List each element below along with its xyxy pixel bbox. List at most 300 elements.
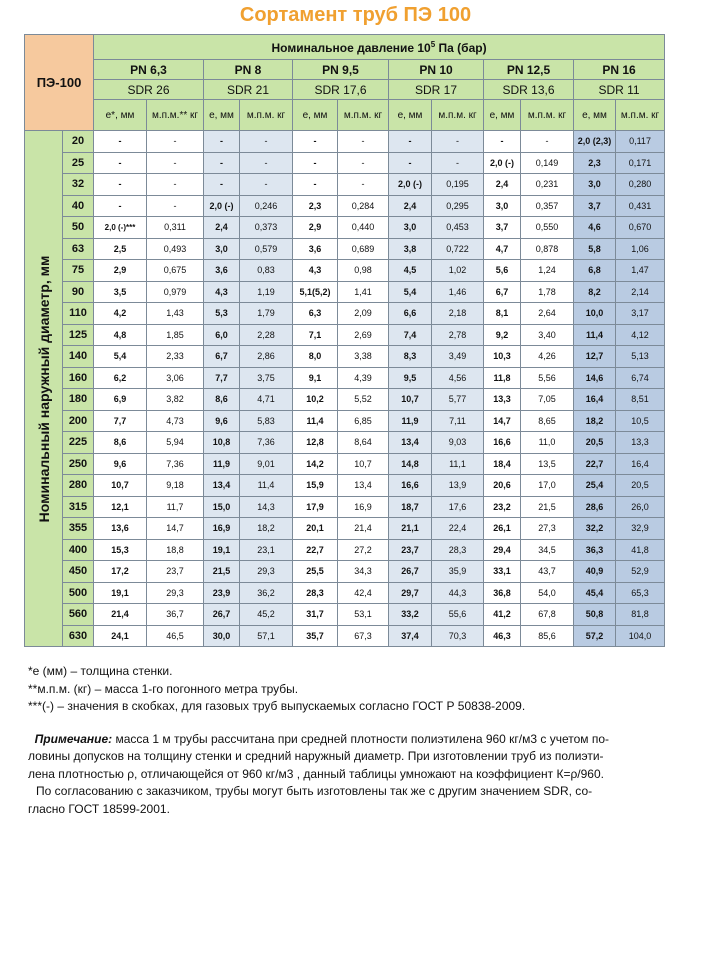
pressure-exponent: 5 [430, 39, 436, 49]
wall-thickness-cell: 3,5 [94, 281, 147, 303]
mass-cell: 0,149 [521, 152, 574, 174]
mass-cell: 2,64 [521, 303, 574, 325]
wall-thickness-cell: 21,4 [94, 604, 147, 626]
mass-cell: 34,3 [338, 561, 389, 583]
wall-thickness-cell: 26,7 [204, 604, 240, 626]
wall-thickness-cell: 3,7 [574, 195, 616, 217]
mass-cell: 53,1 [338, 604, 389, 626]
wall-thickness-cell: 10,7 [389, 389, 432, 411]
table-row [25, 217, 665, 239]
wall-thickness-cell: 14,6 [574, 367, 616, 389]
wall-thickness-cell: 5,6 [484, 260, 521, 282]
wall-thickness-cell: 6,9 [94, 389, 147, 411]
mass-cell: 0,440 [338, 217, 389, 239]
mass-cell: 0,98 [338, 260, 389, 282]
mass-cell: 14,7 [147, 518, 204, 540]
mass-cell: 27,2 [338, 539, 389, 561]
mass-cell: 23,7 [147, 561, 204, 583]
mass-header: м.п.м. кг [521, 100, 574, 131]
mass-cell: 46,5 [147, 625, 204, 647]
mass-cell: 4,73 [147, 410, 204, 432]
table-row [25, 346, 665, 368]
table-row [25, 432, 665, 454]
pn-header: PN 6,3 [94, 60, 204, 80]
wall-thickness-cell: 31,7 [293, 604, 338, 626]
wall-thickness-cell: - [204, 131, 240, 153]
wall-thickness-cell: - [293, 174, 338, 196]
mass-cell: 85,6 [521, 625, 574, 647]
wall-thickness-cell: 5,3 [204, 303, 240, 325]
mass-cell: 0,295 [432, 195, 484, 217]
diameter-cell: 280 [63, 475, 94, 497]
mass-cell: - [338, 131, 389, 153]
mass-cell: 1,43 [147, 303, 204, 325]
wall-thickness-cell: 16,6 [389, 475, 432, 497]
mass-cell: - [147, 195, 204, 217]
wall-thickness-cell: - [204, 152, 240, 174]
wall-thickness-cell: 10,8 [204, 432, 240, 454]
wall-thickness-cell: 17,2 [94, 561, 147, 583]
mass-cell: 17,0 [521, 475, 574, 497]
mass-cell: 8,64 [338, 432, 389, 454]
diameter-cell: 40 [63, 195, 94, 217]
table-row [25, 518, 665, 540]
mass-cell: 6,85 [338, 410, 389, 432]
table-row [25, 131, 665, 153]
pn-header: PN 12,5 [484, 60, 574, 80]
mass-header: м.п.м. кг [616, 100, 665, 131]
mass-cell: 0,453 [432, 217, 484, 239]
diameter-cell: 180 [63, 389, 94, 411]
wall-thickness-cell: 26,7 [389, 561, 432, 583]
table-row [25, 174, 665, 196]
wall-thickness-cell: - [94, 152, 147, 174]
mass-cell: 0,231 [521, 174, 574, 196]
wall-thickness-header: е, мм [389, 100, 432, 131]
table-row [25, 582, 665, 604]
wall-thickness-header: е, мм [293, 100, 338, 131]
wall-thickness-cell: 6,6 [389, 303, 432, 325]
mass-cell: 1,85 [147, 324, 204, 346]
wall-thickness-cell: 4,3 [293, 260, 338, 282]
mass-cell: 11,1 [432, 453, 484, 475]
table-row [25, 152, 665, 174]
wall-thickness-cell: 28,6 [574, 496, 616, 518]
diameter-cell: 90 [63, 281, 94, 303]
wall-thickness-cell: 2,0 (-) [204, 195, 240, 217]
footnote-mass: **м.п.м. (кг) – масса 1-го погонного метра трубы. [28, 681, 299, 696]
mass-cell: 3,38 [338, 346, 389, 368]
wall-thickness-cell: 2,4 [389, 195, 432, 217]
mass-cell: 2,78 [432, 324, 484, 346]
mass-cell: 16,4 [616, 453, 665, 475]
mass-cell: 0,357 [521, 195, 574, 217]
wall-thickness-cell: - [293, 152, 338, 174]
diameter-cell: 630 [63, 625, 94, 647]
wall-thickness-cell: 30,0 [204, 625, 240, 647]
mass-cell: 35,9 [432, 561, 484, 583]
mass-cell: 2,09 [338, 303, 389, 325]
wall-thickness-cell: 22,7 [293, 539, 338, 561]
mass-cell: 104,0 [616, 625, 665, 647]
wall-thickness-header: е*, мм [94, 100, 147, 131]
wall-thickness-cell: 35,7 [293, 625, 338, 647]
wall-thickness-cell: 6,7 [204, 346, 240, 368]
wall-thickness-cell: 4,5 [389, 260, 432, 282]
footnote-wall: *е (мм) – толщина стенки. [28, 664, 173, 678]
table-row [25, 281, 665, 303]
table-row [25, 453, 665, 475]
mass-cell: 0,280 [616, 174, 665, 196]
mass-cell: 1,41 [338, 281, 389, 303]
wall-thickness-cell: 13,4 [204, 475, 240, 497]
mass-cell: 13,5 [521, 453, 574, 475]
table-row [25, 303, 665, 325]
mass-cell: 14,3 [240, 496, 293, 518]
mass-cell: 13,3 [616, 432, 665, 454]
remark-line-4: По согласованию с заказчиком, трубы могут быть изготовлены так же с другим значением SDR, со- [36, 784, 593, 798]
mass-cell: - [240, 131, 293, 153]
wall-thickness-cell: 3,6 [204, 260, 240, 282]
wall-thickness-cell: 8,6 [204, 389, 240, 411]
wall-thickness-cell: 5,4 [94, 346, 147, 368]
mass-cell: 44,3 [432, 582, 484, 604]
wall-thickness-cell: 45,4 [574, 582, 616, 604]
remark-line-1 [28, 731, 668, 749]
wall-thickness-cell: - [484, 131, 521, 153]
mass-cell: 7,36 [147, 453, 204, 475]
mass-cell: 4,56 [432, 367, 484, 389]
mass-cell: - [147, 152, 204, 174]
mass-cell: 7,11 [432, 410, 484, 432]
pressure-unit: Па (бар) [435, 40, 487, 55]
table-row [25, 604, 665, 626]
wall-thickness-cell: - [389, 131, 432, 153]
wall-thickness-cell: 46,3 [484, 625, 521, 647]
wall-thickness-cell: 41,2 [484, 604, 521, 626]
wall-thickness-cell: 28,3 [293, 582, 338, 604]
mass-cell: 0,311 [147, 217, 204, 239]
wall-thickness-cell: 9,6 [94, 453, 147, 475]
wall-thickness-cell: 21,1 [389, 518, 432, 540]
mass-cell: 1,24 [521, 260, 574, 282]
mass-cell: 5,77 [432, 389, 484, 411]
mass-cell: 17,6 [432, 496, 484, 518]
wall-thickness-cell: 10,7 [94, 475, 147, 497]
mass-cell: 4,26 [521, 346, 574, 368]
pipe-assortment-table [24, 34, 665, 647]
wall-thickness-cell: 8,3 [389, 346, 432, 368]
wall-thickness-cell: 40,9 [574, 561, 616, 583]
mass-cell: 23,1 [240, 539, 293, 561]
mass-cell: 0,675 [147, 260, 204, 282]
wall-thickness-cell: 19,1 [204, 539, 240, 561]
wall-thickness-cell: 6,2 [94, 367, 147, 389]
wall-thickness-cell: 15,9 [293, 475, 338, 497]
mass-cell: 1,19 [240, 281, 293, 303]
mass-cell: 41,8 [616, 539, 665, 561]
wall-thickness-cell: 23,7 [389, 539, 432, 561]
remark-text-1: масса 1 м трубы рассчитана при средней плотности полиэтилена 960 кг/м3 с учетом по- [112, 731, 610, 746]
table-row [25, 238, 665, 260]
wall-thickness-cell: 2,9 [94, 260, 147, 282]
wall-thickness-cell: 12,8 [293, 432, 338, 454]
wall-thickness-cell: 10,2 [293, 389, 338, 411]
mass-header: м.п.м. кг [432, 100, 484, 131]
mass-cell: 42,4 [338, 582, 389, 604]
mass-cell: - [338, 152, 389, 174]
wall-thickness-cell: 4,2 [94, 303, 147, 325]
wall-thickness-cell: 4,6 [574, 217, 616, 239]
diameter-cell: 140 [63, 346, 94, 368]
pn-header: PN 9,5 [293, 60, 389, 80]
mass-cell: 13,9 [432, 475, 484, 497]
mass-header: м.п.м. кг [240, 100, 293, 131]
mass-cell: 8,51 [616, 389, 665, 411]
wall-thickness-cell: 7,4 [389, 324, 432, 346]
mass-cell: 0,550 [521, 217, 574, 239]
wall-thickness-cell: 33,2 [389, 604, 432, 626]
wall-thickness-cell: 13,3 [484, 389, 521, 411]
mass-cell: 26,0 [616, 496, 665, 518]
mass-cell: 29,3 [147, 582, 204, 604]
wall-thickness-cell: 26,1 [484, 518, 521, 540]
mass-cell: 70,3 [432, 625, 484, 647]
mass-cell: 0,195 [432, 174, 484, 196]
wall-thickness-cell: 9,5 [389, 367, 432, 389]
wall-thickness-cell: 2,9 [293, 217, 338, 239]
wall-thickness-cell: 23,2 [484, 496, 521, 518]
diameter-cell: 500 [63, 582, 94, 604]
mass-cell: 0,670 [616, 217, 665, 239]
diameter-cell: 160 [63, 367, 94, 389]
table-row [25, 561, 665, 583]
mass-cell: - [147, 174, 204, 196]
mass-cell: 4,71 [240, 389, 293, 411]
diameter-cell: 63 [63, 238, 94, 260]
sdr-header: SDR 13,6 [484, 80, 574, 100]
mass-cell: 7,36 [240, 432, 293, 454]
mass-cell: 0,689 [338, 238, 389, 260]
wall-thickness-header: е, мм [574, 100, 616, 131]
table-row [25, 410, 665, 432]
wall-thickness-cell: - [94, 131, 147, 153]
wall-thickness-cell: 36,8 [484, 582, 521, 604]
diameter-axis-label [25, 131, 63, 647]
subheader-row [25, 100, 665, 131]
diameter-cell: 200 [63, 410, 94, 432]
wall-thickness-cell: 20,5 [574, 432, 616, 454]
mass-cell: 65,3 [616, 582, 665, 604]
table-row [25, 367, 665, 389]
mass-cell: 8,65 [521, 410, 574, 432]
wall-thickness-cell: - [94, 174, 147, 196]
wall-thickness-cell: 16,9 [204, 518, 240, 540]
mass-cell: - [338, 174, 389, 196]
mass-cell: 45,2 [240, 604, 293, 626]
wall-thickness-cell: 3,0 [484, 195, 521, 217]
mass-cell: 43,7 [521, 561, 574, 583]
mass-cell: 0,117 [616, 131, 665, 153]
mass-cell: - [432, 131, 484, 153]
mass-cell: 67,8 [521, 604, 574, 626]
wall-thickness-cell: 2,4 [204, 217, 240, 239]
wall-thickness-cell: 11,4 [574, 324, 616, 346]
wall-thickness-cell: 37,4 [389, 625, 432, 647]
mass-cell: - [147, 131, 204, 153]
remark-line-3: лена плотностью ρ, отличающейся от 960 кг/м3 , данный таблицы умножают на коэффициент К=ρ/960. [28, 766, 604, 781]
mass-cell: 5,13 [616, 346, 665, 368]
mass-cell: 0,878 [521, 238, 574, 260]
wall-thickness-cell: - [389, 152, 432, 174]
sdr-header: SDR 11 [574, 80, 665, 100]
wall-thickness-cell: 2,0 (-) [484, 152, 521, 174]
mass-cell: 1,78 [521, 281, 574, 303]
mass-cell: 36,7 [147, 604, 204, 626]
wall-thickness-cell: 12,7 [574, 346, 616, 368]
diameter-axis-text: Номинальный наружный диаметр, мм [35, 255, 52, 522]
wall-thickness-cell: 16,4 [574, 389, 616, 411]
remark-line-5: гласно ГОСТ 18599-2001. [28, 801, 170, 816]
table-row [25, 260, 665, 282]
mass-cell: 21,4 [338, 518, 389, 540]
mass-cell: 13,4 [338, 475, 389, 497]
mass-cell: 6,74 [616, 367, 665, 389]
remark-title: Примечание: [34, 731, 113, 746]
diameter-cell: 315 [63, 496, 94, 518]
mass-cell: 57,1 [240, 625, 293, 647]
wall-thickness-cell: 6,7 [484, 281, 521, 303]
mass-cell: 54,0 [521, 582, 574, 604]
wall-thickness-cell: 18,2 [574, 410, 616, 432]
mass-cell: 0,979 [147, 281, 204, 303]
wall-thickness-cell: 4,7 [484, 238, 521, 260]
wall-thickness-cell: 21,5 [204, 561, 240, 583]
wall-thickness-cell: 11,9 [389, 410, 432, 432]
mass-cell: 52,9 [616, 561, 665, 583]
mass-cell: - [240, 152, 293, 174]
wall-thickness-cell: 2,4 [484, 174, 521, 196]
mass-cell: 16,9 [338, 496, 389, 518]
wall-thickness-cell: 14,8 [389, 453, 432, 475]
mass-cell: 4,12 [616, 324, 665, 346]
table-row [25, 475, 665, 497]
sdr-header: SDR 17 [389, 80, 484, 100]
wall-thickness-cell: 9,2 [484, 324, 521, 346]
diameter-cell: 20 [63, 131, 94, 153]
mass-cell: 1,02 [432, 260, 484, 282]
wall-thickness-cell: 29,4 [484, 539, 521, 561]
wall-thickness-cell: 6,8 [574, 260, 616, 282]
mass-cell: 9,01 [240, 453, 293, 475]
wall-thickness-cell: 32,2 [574, 518, 616, 540]
wall-thickness-cell: 2,0 (2,3) [574, 131, 616, 153]
wall-thickness-cell: 8,2 [574, 281, 616, 303]
mass-header: м.п.м.** кг [147, 100, 204, 131]
mass-cell: 9,18 [147, 475, 204, 497]
diameter-cell: 355 [63, 518, 94, 540]
wall-thickness-cell: 5,1(5,2) [293, 281, 338, 303]
mass-cell: 0,431 [616, 195, 665, 217]
wall-thickness-cell: 6,3 [293, 303, 338, 325]
mass-cell: 0,579 [240, 238, 293, 260]
diameter-cell: 400 [63, 539, 94, 561]
table-row [25, 496, 665, 518]
mass-cell: 22,4 [432, 518, 484, 540]
mass-cell: 32,9 [616, 518, 665, 540]
wall-thickness-cell: 7,1 [293, 324, 338, 346]
mass-cell: 2,28 [240, 324, 293, 346]
mass-cell: 81,8 [616, 604, 665, 626]
table-row [25, 324, 665, 346]
wall-thickness-header: е, мм [204, 100, 240, 131]
diameter-cell: 250 [63, 453, 94, 475]
wall-thickness-cell: 13,6 [94, 518, 147, 540]
mass-cell: 11,4 [240, 475, 293, 497]
mass-cell: 55,6 [432, 604, 484, 626]
wall-thickness-cell: 4,3 [204, 281, 240, 303]
wall-thickness-cell: 17,9 [293, 496, 338, 518]
wall-thickness-cell: 25,4 [574, 475, 616, 497]
mass-cell: 20,5 [616, 475, 665, 497]
pressure-label: Номинальное давление 10 [271, 40, 431, 55]
wall-thickness-cell: 15,3 [94, 539, 147, 561]
mass-cell: 18,2 [240, 518, 293, 540]
wall-thickness-header: е, мм [484, 100, 521, 131]
mass-cell: 34,5 [521, 539, 574, 561]
wall-thickness-cell: 18,4 [484, 453, 521, 475]
wall-thickness-cell: 6,0 [204, 324, 240, 346]
diameter-cell: 25 [63, 152, 94, 174]
wall-thickness-cell: 15,0 [204, 496, 240, 518]
wall-thickness-cell: 4,8 [94, 324, 147, 346]
diameter-cell: 125 [63, 324, 94, 346]
mass-cell: 11,7 [147, 496, 204, 518]
mass-cell: 5,94 [147, 432, 204, 454]
mass-cell: 0,284 [338, 195, 389, 217]
mass-cell: 5,83 [240, 410, 293, 432]
mass-cell: 10,5 [616, 410, 665, 432]
mass-cell: 2,86 [240, 346, 293, 368]
mass-cell: 36,2 [240, 582, 293, 604]
wall-thickness-cell: 7,7 [94, 410, 147, 432]
wall-thickness-cell: 29,7 [389, 582, 432, 604]
wall-thickness-cell: 2,3 [574, 152, 616, 174]
mass-cell: 2,69 [338, 324, 389, 346]
wall-thickness-cell: 33,1 [484, 561, 521, 583]
diameter-cell: 110 [63, 303, 94, 325]
wall-thickness-cell: 18,7 [389, 496, 432, 518]
wall-thickness-cell: 57,2 [574, 625, 616, 647]
mass-cell: 1,46 [432, 281, 484, 303]
mass-cell: 3,75 [240, 367, 293, 389]
wall-thickness-cell: 3,0 [574, 174, 616, 196]
mass-cell: 1,47 [616, 260, 665, 282]
wall-thickness-cell: 9,6 [204, 410, 240, 432]
wall-thickness-cell: 2,0 (-)*** [94, 217, 147, 239]
mass-cell: - [432, 152, 484, 174]
wall-thickness-cell: 14,2 [293, 453, 338, 475]
pn-header: PN 16 [574, 60, 665, 80]
mass-cell: 0,171 [616, 152, 665, 174]
wall-thickness-cell: 11,8 [484, 367, 521, 389]
wall-thickness-cell: 2,5 [94, 238, 147, 260]
pn-header: PN 8 [204, 60, 293, 80]
mass-cell: 11,0 [521, 432, 574, 454]
wall-thickness-cell: 13,4 [389, 432, 432, 454]
mass-cell: 1,79 [240, 303, 293, 325]
mass-cell: - [521, 131, 574, 153]
